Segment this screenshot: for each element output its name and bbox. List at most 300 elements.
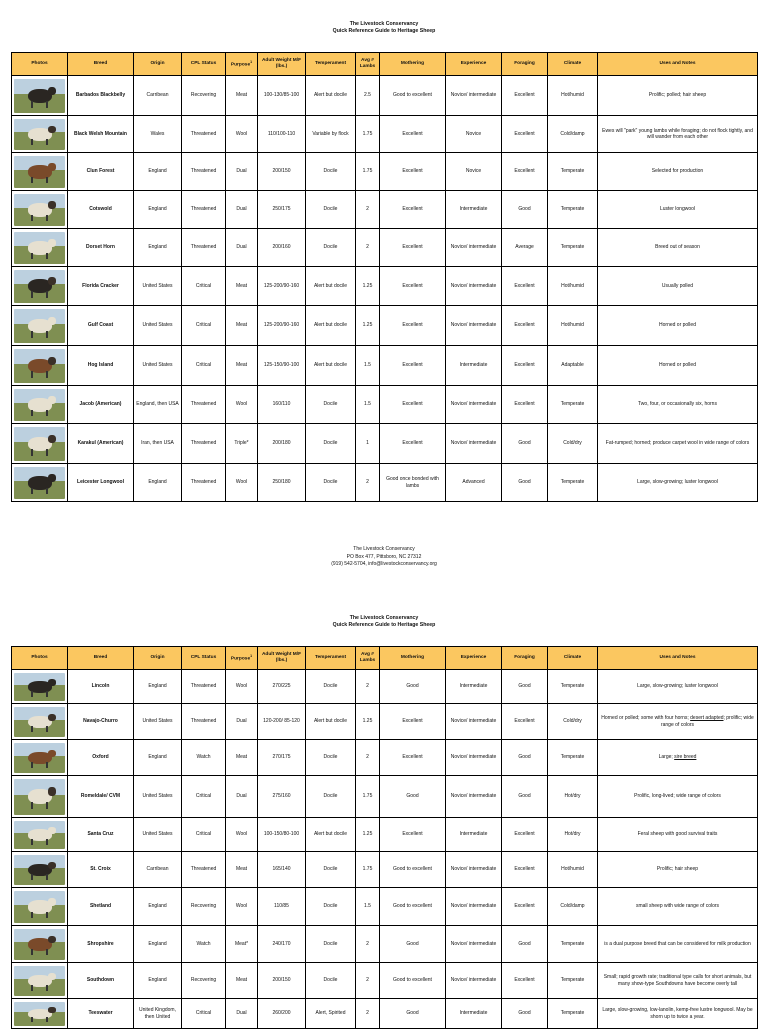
cpl-status-cell: Threatened	[182, 153, 226, 191]
temperament-cell: Variable by flock	[306, 116, 356, 153]
col-foraging: Foraging	[502, 53, 548, 76]
photo-cell	[12, 76, 68, 116]
weight-cell: 100-130/85-100	[258, 76, 306, 116]
table-row	[12, 926, 758, 963]
climate-cell: Cold/dry	[548, 704, 598, 740]
temperament-cell: Docile	[306, 740, 356, 776]
lambs-cell: 1.5	[356, 386, 380, 424]
purpose-cell: Dual	[226, 191, 258, 229]
lincoln-photo	[14, 673, 65, 701]
experience-cell: Novice/ intermediate	[446, 424, 502, 464]
foraging-cell: Good	[502, 464, 548, 502]
temperament-cell: Docile	[306, 424, 356, 464]
photo-cell	[12, 229, 68, 267]
purpose-cell: Meat	[226, 267, 258, 306]
notes-cell	[598, 740, 758, 776]
col-notes: Uses and Notes	[598, 647, 758, 670]
notes-cell: Large, slow-growing; luster longwool	[598, 670, 758, 704]
purpose-cell: Wool	[226, 670, 258, 704]
header-org: The Livestock Conservancy	[349, 615, 419, 621]
cpl-status-cell: Threatened	[182, 116, 226, 153]
lambs-cell: 1.75	[356, 852, 380, 888]
foraging-cell: Good	[502, 740, 548, 776]
col-origin: Origin	[134, 53, 182, 76]
lambs-cell: 2	[356, 229, 380, 267]
climate-cell: Temperate	[548, 153, 598, 191]
photo-cell	[12, 776, 68, 818]
weight-cell: 250/180	[258, 464, 306, 502]
climate-cell: Hot/humid	[548, 852, 598, 888]
climate-cell: Temperate	[548, 191, 598, 229]
lambs-cell: 2	[356, 464, 380, 502]
cpl-status-cell: Critical	[182, 346, 226, 386]
purpose-cell: Dual	[226, 704, 258, 740]
foraging-cell: Good	[502, 670, 548, 704]
purpose-cell: Wool	[226, 116, 258, 153]
cpl-status-cell: Watch	[182, 740, 226, 776]
weight-cell: 100-150/80-100	[258, 818, 306, 852]
mothering-cell: Excellent	[380, 346, 446, 386]
climate-cell: Hot/humid	[548, 76, 598, 116]
photo-cell	[12, 386, 68, 424]
page1-header	[0, 21, 768, 35]
foraging-cell: Excellent	[502, 267, 548, 306]
breed-cell: Karakul (American)	[68, 424, 134, 464]
foraging-cell: Average	[502, 229, 548, 267]
foraging-cell: Excellent	[502, 704, 548, 740]
mothering-cell: Excellent	[380, 740, 446, 776]
page2-header	[0, 615, 768, 629]
table-row	[12, 386, 758, 424]
lambs-cell: 1.25	[356, 818, 380, 852]
experience-cell: Novice/ intermediate	[446, 229, 502, 267]
origin-cell: England	[134, 926, 182, 963]
col-climate: Climate	[548, 53, 598, 76]
purpose-cell: Dual	[226, 153, 258, 191]
cpl-status-cell: Threatened	[182, 424, 226, 464]
experience-cell: Intermediate	[446, 999, 502, 1029]
climate-cell: Temperate	[548, 740, 598, 776]
col-mothering: Mothering	[380, 53, 446, 76]
foraging-cell: Excellent	[502, 963, 548, 999]
temperament-cell: Docile	[306, 926, 356, 963]
purpose-cell: Meat	[226, 306, 258, 346]
purpose-cell: Wool	[226, 818, 258, 852]
leicester-longwool-photo	[14, 467, 65, 499]
purpose-cell: Meat	[226, 740, 258, 776]
origin-cell: England	[134, 153, 182, 191]
foraging-cell: Good	[502, 191, 548, 229]
origin-cell: England	[134, 963, 182, 999]
climate-cell: Temperate	[548, 386, 598, 424]
cpl-status-cell: Threatened	[182, 464, 226, 502]
temperament-cell: Docile	[306, 191, 356, 229]
weight-cell: 250/175	[258, 191, 306, 229]
temperament-cell: Alert but docile	[306, 306, 356, 346]
col-weight: Adult Weight M/F (lbs.)	[258, 647, 306, 670]
breed-cell: Shropshire	[68, 926, 134, 963]
foraging-cell: Good	[502, 776, 548, 818]
breed-cell: Jacob (American)	[68, 386, 134, 424]
col-purpose: Purpose$^1$	[226, 647, 258, 670]
page-footer	[0, 546, 768, 569]
foraging-cell: Good	[502, 999, 548, 1029]
breed-cell: Gulf Coast	[68, 306, 134, 346]
cpl-status-cell: Threatened	[182, 386, 226, 424]
sheep-table-2	[11, 646, 758, 1029]
southdown-photo	[14, 966, 65, 996]
table-row	[12, 464, 758, 502]
photo-cell	[12, 740, 68, 776]
photo-cell	[12, 424, 68, 464]
temperament-cell: Docile	[306, 386, 356, 424]
hog-island-photo	[14, 349, 65, 383]
sheep-table-1	[11, 52, 758, 502]
table-row	[12, 670, 758, 704]
mothering-cell: Good to excellent	[380, 76, 446, 116]
footer-address: PO Box 477, Pittsboro, NC 27312	[346, 553, 422, 560]
foraging-cell: Excellent	[502, 306, 548, 346]
foraging-cell: Excellent	[502, 116, 548, 153]
temperament-cell: Docile	[306, 776, 356, 818]
photo-cell	[12, 116, 68, 153]
col-temperament: Temperament	[306, 53, 356, 76]
foraging-cell: Excellent	[502, 852, 548, 888]
notes-cell: Feral sheep with good survival traits	[598, 818, 758, 852]
climate-cell: Hot/humid	[548, 267, 598, 306]
mothering-cell: Good	[380, 999, 446, 1029]
table-row	[12, 852, 758, 888]
notes-cell: Breed out of season	[598, 229, 758, 267]
climate-cell: Hot/dry	[548, 776, 598, 818]
cotswold-photo	[14, 194, 65, 226]
cpl-status-cell: Threatened	[182, 670, 226, 704]
notes-text: Large;	[658, 754, 675, 761]
table-row	[12, 191, 758, 229]
mothering-cell: Good to excellent	[380, 963, 446, 999]
climate-cell: Temperate	[548, 963, 598, 999]
weight-cell: 160/110	[258, 386, 306, 424]
notes-cell: Prolific, long-lived; wide range of colors	[598, 776, 758, 818]
lambs-cell: 2	[356, 926, 380, 963]
photo-cell	[12, 153, 68, 191]
experience-cell: Novice/ intermediate	[446, 852, 502, 888]
origin-cell: England, then USA	[134, 386, 182, 424]
experience-cell: Novice/ intermediate	[446, 963, 502, 999]
temperament-cell: Alert but docile	[306, 346, 356, 386]
header-org: The Livestock Conservancy	[349, 21, 419, 27]
cpl-status-cell: Threatened	[182, 852, 226, 888]
foraging-cell: Excellent	[502, 888, 548, 926]
origin-cell: United Kingdom, then United	[134, 999, 182, 1029]
foraging-cell: Excellent	[502, 386, 548, 424]
lambs-cell: 1.25	[356, 704, 380, 740]
origin-cell: United States	[134, 267, 182, 306]
temperament-cell: Docile	[306, 229, 356, 267]
purpose-cell: Dual	[226, 776, 258, 818]
purpose-cell: Meat	[226, 76, 258, 116]
photo-cell	[12, 963, 68, 999]
temperament-cell: Docile	[306, 153, 356, 191]
col-photos: Photos	[12, 647, 68, 670]
foraging-cell: Excellent	[502, 76, 548, 116]
lambs-cell: 2	[356, 740, 380, 776]
col-foraging: Foraging	[502, 647, 548, 670]
temperament-cell: Alert but docile	[306, 76, 356, 116]
notes-cell: Prolific; polled; hair sheep	[598, 76, 758, 116]
mothering-cell: Excellent	[380, 424, 446, 464]
lambs-cell: 1.25	[356, 267, 380, 306]
purpose-cell: Triple*	[226, 424, 258, 464]
notes-text: ; prolific; wide range of colors	[660, 715, 754, 728]
table-row	[12, 306, 758, 346]
breed-cell: Lincoln	[68, 670, 134, 704]
teeswater-photo	[14, 1002, 65, 1026]
notes-cell: Horned or polled	[598, 306, 758, 346]
photo-cell	[12, 999, 68, 1029]
florida-cracker-photo	[14, 270, 65, 303]
cpl-status-cell: Threatened	[182, 704, 226, 740]
mothering-cell: Good	[380, 776, 446, 818]
mothering-cell: Good to excellent	[380, 888, 446, 926]
table-row	[12, 818, 758, 852]
experience-cell: Novice/ intermediate	[446, 306, 502, 346]
photo-cell	[12, 926, 68, 963]
col-lambs: Avg # Lambs	[356, 647, 380, 670]
origin-cell: Iran, then USA	[134, 424, 182, 464]
experience-cell: Intermediate	[446, 191, 502, 229]
header-title: Quick Reference Guide to Heritage Sheep	[332, 622, 436, 628]
temperament-cell: Alert but docile	[306, 267, 356, 306]
breed-cell: Santa Cruz	[68, 818, 134, 852]
cpl-status-cell: Critical	[182, 267, 226, 306]
mothering-cell: Excellent	[380, 191, 446, 229]
purpose-cell: Wool	[226, 888, 258, 926]
notes-text: Horned or polled; some with four horns;	[601, 715, 691, 721]
foraging-cell: Good	[502, 424, 548, 464]
mothering-cell: Good once bonded with lambs	[380, 464, 446, 502]
col-cpl-status: CPL Status	[182, 53, 226, 76]
col-climate: Climate	[548, 647, 598, 670]
lambs-cell: 1.5	[356, 346, 380, 386]
foraging-cell: Excellent	[502, 818, 548, 852]
climate-cell: Hot/dry	[548, 818, 598, 852]
origin-cell: Carribean	[134, 852, 182, 888]
barbados-blackbelly-photo	[14, 79, 65, 113]
breed-cell: Black Welsh Mountain	[68, 116, 134, 153]
col-breed: Breed	[68, 53, 134, 76]
purpose-cell: Wool	[226, 386, 258, 424]
temperament-cell: Docile	[306, 888, 356, 926]
notes-cell: is a dual purpose breed that can be considered for milk production	[598, 926, 758, 963]
temperament-cell: Alert but docile	[306, 818, 356, 852]
temperament-cell: Alert but docile	[306, 704, 356, 740]
purpose-cell: Dual	[226, 999, 258, 1029]
lambs-cell: 1.25	[356, 306, 380, 346]
photo-cell	[12, 704, 68, 740]
origin-cell: United States	[134, 776, 182, 818]
cpl-status-cell: Recovering	[182, 888, 226, 926]
origin-cell: United States	[134, 346, 182, 386]
cpl-status-cell: Critical	[182, 999, 226, 1029]
col-temperament: Temperament	[306, 647, 356, 670]
col-cpl-status: CPL Status	[182, 647, 226, 670]
table-row	[12, 999, 758, 1029]
origin-cell: England	[134, 464, 182, 502]
foraging-cell: Excellent	[502, 346, 548, 386]
shetland-photo	[14, 891, 65, 923]
purpose-cell: Meat	[226, 346, 258, 386]
experience-cell: Novice/ intermediate	[446, 704, 502, 740]
lambs-cell: 1	[356, 424, 380, 464]
breed-cell: Southdown	[68, 963, 134, 999]
climate-cell: Temperate	[548, 999, 598, 1029]
table-row	[12, 888, 758, 926]
col-mothering: Mothering	[380, 647, 446, 670]
origin-cell: England	[134, 670, 182, 704]
col-purpose: Purpose$^1$	[226, 53, 258, 76]
photo-cell	[12, 818, 68, 852]
mothering-cell: Good	[380, 670, 446, 704]
climate-cell: Temperate	[548, 229, 598, 267]
notes-cell: Large, slow-growing; luster longwool	[598, 464, 758, 502]
purpose-footnote-marker: 1	[250, 654, 253, 659]
shropshire-photo	[14, 929, 65, 960]
footer-contact: (919) 542-5704, info@livestockconservancy.org	[331, 561, 437, 567]
breed-cell: St. Croix	[68, 852, 134, 888]
table-row	[12, 776, 758, 818]
weight-cell: 125-150/90-100	[258, 346, 306, 386]
cpl-status-cell: Threatened	[182, 191, 226, 229]
breed-cell: Shetland	[68, 888, 134, 926]
table-row	[12, 346, 758, 386]
notes-cell: small sheep with wide range of colors	[598, 888, 758, 926]
cpl-status-cell: Watch	[182, 926, 226, 963]
mothering-cell: Excellent	[380, 116, 446, 153]
climate-cell: Temperate	[548, 670, 598, 704]
climate-cell: Hot/humid	[548, 306, 598, 346]
experience-cell: Intermediate	[446, 346, 502, 386]
mothering-cell: Excellent	[380, 267, 446, 306]
cpl-status-cell: Critical	[182, 306, 226, 346]
purpose-footnote-marker: 1	[250, 60, 253, 65]
origin-cell: United States	[134, 306, 182, 346]
col-lambs: Avg # Lambs	[356, 53, 380, 76]
purpose-cell: Dual	[226, 229, 258, 267]
origin-cell: England	[134, 191, 182, 229]
col-experience: Experience	[446, 53, 502, 76]
notes-cell: Prolific; hair sheep	[598, 852, 758, 888]
col-breed: Breed	[68, 647, 134, 670]
climate-cell: Temperate	[548, 926, 598, 963]
lambs-cell: 1.75	[356, 116, 380, 153]
cpl-status-cell: Threatened	[182, 229, 226, 267]
mothering-cell: Excellent	[380, 153, 446, 191]
breed-cell: Leicester Longwool	[68, 464, 134, 502]
experience-cell: Novice/ intermediate	[446, 267, 502, 306]
table-row	[12, 740, 758, 776]
climate-cell: Cold/damp	[548, 888, 598, 926]
weight-cell: 270/175	[258, 740, 306, 776]
table-row	[12, 153, 758, 191]
notes-underlined: desert adapted	[690, 715, 724, 721]
breed-cell: Clun Forest	[68, 153, 134, 191]
breed-cell: Hog Island	[68, 346, 134, 386]
mothering-cell: Good	[380, 926, 446, 963]
col-weight: Adult Weight M/F (lbs.)	[258, 53, 306, 76]
weight-cell: 275/160	[258, 776, 306, 818]
col-origin: Origin	[134, 647, 182, 670]
climate-cell: Adaptable	[548, 346, 598, 386]
lambs-cell: 2	[356, 999, 380, 1029]
oxford-photo	[14, 743, 65, 773]
notes-cell: Two, four, or occasionally six, horns	[598, 386, 758, 424]
experience-cell: Novice/ intermediate	[446, 740, 502, 776]
col-notes: Uses and Notes	[598, 53, 758, 76]
gulf-coast-photo	[14, 309, 65, 343]
cpl-status-cell: Critical	[182, 776, 226, 818]
lambs-cell: 2	[356, 670, 380, 704]
santa-cruz-photo	[14, 821, 65, 849]
photo-cell	[12, 464, 68, 502]
photo-cell	[12, 346, 68, 386]
romeldale-photo	[14, 779, 65, 815]
lambs-cell: 1.5	[356, 888, 380, 926]
header-title: Quick Reference Guide to Heritage Sheep	[332, 28, 436, 34]
experience-cell: Novice/ intermediate	[446, 888, 502, 926]
notes-cell: Usually polled	[598, 267, 758, 306]
purpose-cell: Meat*	[226, 926, 258, 963]
breed-cell: Oxford	[68, 740, 134, 776]
experience-cell: Intermediate	[446, 818, 502, 852]
mothering-cell: Excellent	[380, 306, 446, 346]
cpl-status-cell: Critical	[182, 818, 226, 852]
origin-cell: England	[134, 888, 182, 926]
weight-cell: 165/140	[258, 852, 306, 888]
breed-cell: Teeswater	[68, 999, 134, 1029]
breed-cell: Florida Cracker	[68, 267, 134, 306]
origin-cell: Wales	[134, 116, 182, 153]
origin-cell: United States	[134, 818, 182, 852]
table-row	[12, 963, 758, 999]
purpose-cell: Meat	[226, 852, 258, 888]
breed-cell: Dorset Horn	[68, 229, 134, 267]
foraging-cell: Excellent	[502, 153, 548, 191]
origin-cell: England	[134, 740, 182, 776]
experience-cell: Advanced	[446, 464, 502, 502]
table-row	[12, 267, 758, 306]
breed-cell: Barbados Blackbelly	[68, 76, 134, 116]
notes-cell: Luster longwool	[598, 191, 758, 229]
purpose-cell: Meat	[226, 963, 258, 999]
photo-cell	[12, 670, 68, 704]
experience-cell: Novice/ intermediate	[446, 386, 502, 424]
climate-cell: Cold/dry	[548, 424, 598, 464]
photo-cell	[12, 888, 68, 926]
photo-cell	[12, 191, 68, 229]
temperament-cell: Alert, Spirited	[306, 999, 356, 1029]
weight-cell: 200/150	[258, 963, 306, 999]
weight-cell: 270/225	[258, 670, 306, 704]
lambs-cell: 2	[356, 963, 380, 999]
st-croix-photo	[14, 855, 65, 885]
notes-cell: Small; rapid growth rate; traditional type calls for short animals, but many show-type Southdowns have become overly tall	[598, 963, 758, 999]
notes-cell: Horned or polled	[598, 346, 758, 386]
weight-cell: 125-200/90-160	[258, 267, 306, 306]
temperament-cell: Docile	[306, 852, 356, 888]
col-experience: Experience	[446, 647, 502, 670]
temperament-cell: Docile	[306, 670, 356, 704]
